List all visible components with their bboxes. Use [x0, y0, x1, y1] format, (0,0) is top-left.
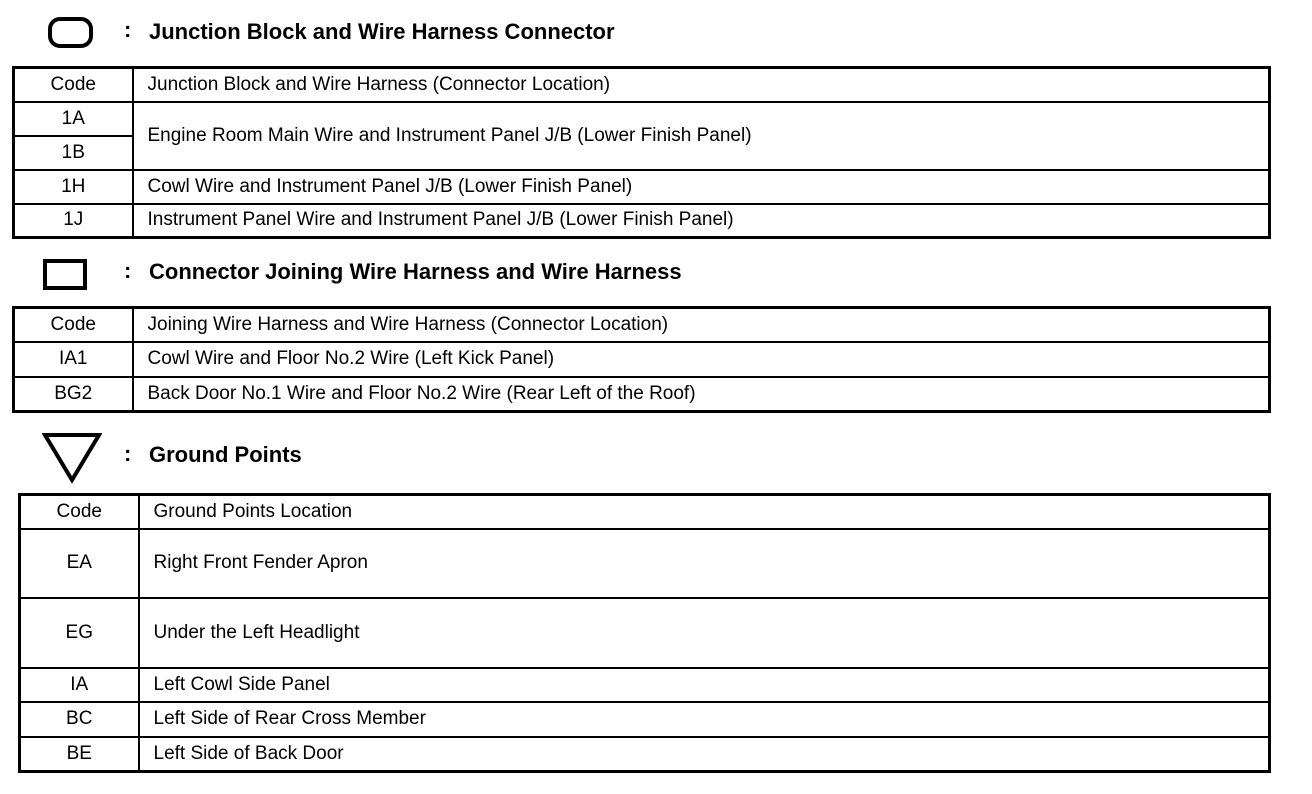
- code-cell: IA: [20, 668, 139, 702]
- code-header: Code: [14, 68, 133, 102]
- triangle-down-icon: [42, 432, 102, 486]
- location-cell: Left Cowl Side Panel: [139, 668, 1270, 702]
- location-cell: Left Side of Rear Cross Member: [139, 702, 1270, 737]
- table-row: [20, 737, 1270, 772]
- table-header-row: [14, 68, 1270, 102]
- location-cell: Cowl Wire and Floor No.2 Wire (Left Kick Panel): [133, 342, 1270, 377]
- code-cell: 1J: [14, 204, 133, 238]
- table-row: [20, 598, 1270, 668]
- code-header: Code: [20, 495, 139, 529]
- table-row: [14, 342, 1270, 377]
- connector-joining-table: [12, 306, 1271, 413]
- rectangle-icon: [43, 259, 87, 290]
- code-header: Code: [14, 308, 133, 342]
- table-header-row: [14, 308, 1270, 342]
- table-row: [14, 102, 1270, 136]
- location-cell: Back Door No.1 Wire and Floor No.2 Wire (Rear Left of the Roof): [133, 377, 1270, 412]
- location-header: Joining Wire Harness and Wire Harness (Connector Location): [133, 308, 1270, 342]
- location-cell: Under the Left Headlight: [139, 598, 1270, 668]
- location-cell: Engine Room Main Wire and Instrument Panel J/B (Lower Finish Panel): [133, 102, 1270, 170]
- section-heading-connector-joining: [0, 255, 1300, 295]
- code-cell: 1A: [14, 102, 133, 136]
- table-row: [20, 702, 1270, 737]
- heading-colon: :: [124, 258, 132, 283]
- table-row: [14, 170, 1270, 204]
- code-cell: EA: [20, 529, 139, 598]
- location-cell: Instrument Panel Wire and Instrument Panel J/B (Lower Finish Panel): [133, 204, 1270, 238]
- table-row: [20, 529, 1270, 598]
- code-cell: BG2: [14, 377, 133, 412]
- section-title: Connector Joining Wire Harness and Wire Harness: [149, 259, 682, 284]
- heading-colon: :: [124, 441, 132, 466]
- section-heading-ground-points: [0, 438, 1300, 478]
- location-cell: Right Front Fender Apron: [139, 529, 1270, 598]
- rounded-rectangle-icon: [48, 17, 93, 48]
- location-cell: Cowl Wire and Instrument Panel J/B (Lower Finish Panel): [133, 170, 1270, 204]
- code-cell: 1B: [14, 136, 133, 170]
- section-heading-junction-block: [0, 16, 1300, 56]
- code-cell: 1H: [14, 170, 133, 204]
- code-cell: EG: [20, 598, 139, 668]
- junction-block-table: [12, 66, 1271, 239]
- heading-colon: :: [124, 17, 132, 42]
- section-title: Ground Points: [149, 442, 302, 467]
- table-header-row: [20, 495, 1270, 529]
- location-header: Ground Points Location: [139, 495, 1270, 529]
- ground-points-table: [18, 493, 1271, 773]
- table-row: [14, 377, 1270, 412]
- section-title: Junction Block and Wire Harness Connector: [149, 19, 615, 44]
- code-cell: IA1: [14, 342, 133, 377]
- table-row: [20, 668, 1270, 702]
- code-cell: BC: [20, 702, 139, 737]
- table-row: [14, 204, 1270, 238]
- location-cell: Left Side of Back Door: [139, 737, 1270, 772]
- code-cell: BE: [20, 737, 139, 772]
- location-header: Junction Block and Wire Harness (Connector Location): [133, 68, 1270, 102]
